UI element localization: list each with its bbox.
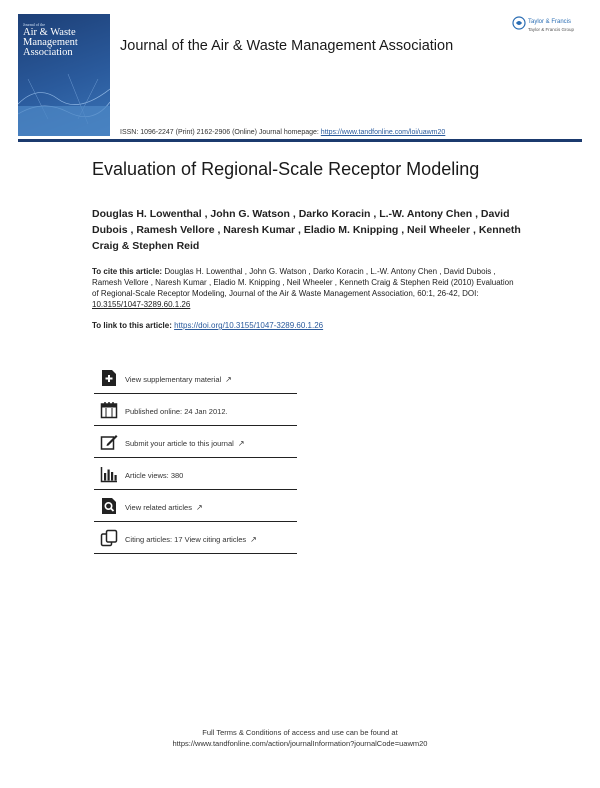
journal-homepage-link[interactable]: https://www.tandfonline.com/loi/uawm20: [320, 129, 446, 136]
publisher-subname: Taylor & Francis Group: [528, 27, 575, 32]
edit-icon: [100, 433, 118, 451]
list-item-label: Published online: 24 Jan 2012.: [125, 407, 228, 416]
external-link-icon: ↗: [237, 439, 245, 448]
external-link-icon: ↗: [250, 535, 257, 544]
list-item-label: View related articles: [125, 503, 192, 512]
article-info-list: [94, 362, 297, 554]
external-link-icon: ↗: [195, 503, 203, 512]
list-item-label: Submit your article to this journal: [125, 439, 234, 448]
cover-title: Air & Waste Management Association: [23, 27, 78, 58]
article-doi-link[interactable]: https://doi.org/10.3155/1047-3289.60.1.26: [174, 321, 324, 330]
list-item-label: Citing articles: 17 View citing articles: [125, 535, 247, 544]
footer-line-1: Full Terms & Conditions of access and use can be found at: [202, 728, 398, 737]
list-item-label: View supplementary material: [125, 375, 222, 384]
publisher-name: Taylor & Francis: [528, 19, 572, 25]
search-document-icon: [100, 497, 118, 515]
plus-document-icon: [100, 369, 118, 387]
cite-text: Douglas H. Lowenthal , John G. Watson , Darko Koracin , L.-W. Antony Chen , David Dubois , Ramesh Vellore , Naresh Kumar , Eladio M. Knipping , Neil Wheeler , Kenneth Craig & Stephen Reid (2010) Evaluation of Regional-Scale Receptor Modeling, Journal of the Air & Waste Management Association, 60:1, 26-42, DOI:: [92, 267, 514, 298]
issn-line: ISSN: 1096-2247 (Print) 2162-2906 (Online) Journal homepage: https://www.tandfonline.com/loi/uawm20: [120, 129, 446, 136]
bar-chart-icon: [100, 465, 118, 483]
journal-cover-image: [18, 14, 110, 136]
footer-terms-link[interactable]: https://www.tandfonline.com/action/journalInformation?journalCode=uawm20: [172, 739, 428, 748]
journal-title: Journal of the Air & Waste Management Association: [120, 38, 454, 54]
list-item-views: [94, 458, 297, 490]
list-item-citing[interactable]: [94, 522, 297, 554]
cite-doi-link[interactable]: 10.3155/1047-3289.60.1.26: [92, 300, 191, 309]
cite-label: To cite this article:: [92, 267, 163, 276]
footer-terms: [0, 727, 600, 749]
list-item-supplementary[interactable]: [94, 362, 297, 394]
list-item-submit[interactable]: [94, 426, 297, 458]
copy-documents-icon: [100, 529, 118, 547]
calendar-icon: [100, 401, 118, 419]
list-item-published: [94, 394, 297, 426]
cover-small-text: Journal of the: [23, 22, 45, 27]
external-link-icon: ↗: [225, 375, 232, 384]
article-title: Evaluation of Regional-Scale Receptor Modeling: [92, 159, 480, 179]
taylor-francis-logo-icon: [512, 16, 526, 30]
article-link-line: [92, 321, 323, 330]
list-item-label: Article views: 380: [125, 471, 184, 480]
citation-block: [92, 266, 522, 310]
list-item-related[interactable]: [94, 490, 297, 522]
publisher-logo[interactable]: [512, 16, 575, 35]
author-list: Douglas H. Lowenthal , John G. Watson , Darko Koracin , L.-W. Antony Chen , David Dubois , Ramesh Vellore , Naresh Kumar , Eladio M. Knipping , Neil Wheeler , Kenneth Craig & Stephen Reid: [92, 208, 521, 252]
header-divider: [18, 139, 582, 142]
link-label: To link to this article:: [92, 321, 172, 330]
